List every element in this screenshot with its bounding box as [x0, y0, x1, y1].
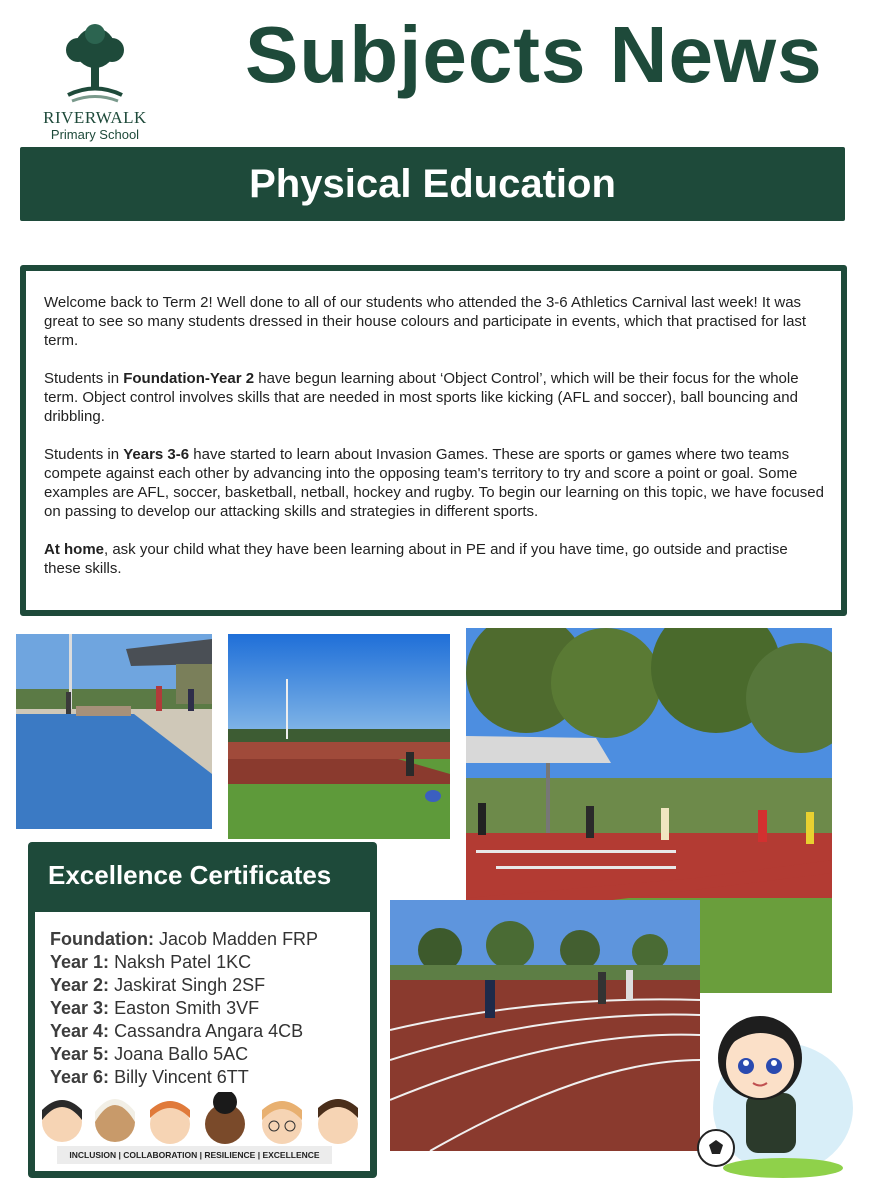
article-paragraph-2 — [44, 369, 824, 426]
year-label: Year 3: — [50, 998, 110, 1018]
certificate-row — [50, 928, 318, 951]
text: Students in — [44, 446, 124, 463]
photo-field-throw — [228, 634, 450, 839]
school-values-banner: INCLUSION | COLLABORATION | RESILIENCE | EXCELLENCE — [57, 1146, 332, 1164]
certificate-row — [50, 1020, 318, 1043]
photo-track-race — [390, 900, 700, 1151]
year-label: Year 2: — [50, 975, 110, 995]
student-name: Jacob Madden FRP — [158, 929, 319, 949]
student-name: Jaskirat Singh 2SF — [114, 975, 266, 995]
logo-school-subtitle: Primary School — [50, 127, 140, 142]
cartoon-children-faces — [40, 1092, 365, 1148]
year-label: Year 1: — [50, 952, 110, 972]
year-label: Foundation: — [50, 929, 154, 949]
tree-logo-icon — [58, 20, 132, 105]
certificate-row — [50, 997, 318, 1020]
certificate-row — [50, 1043, 318, 1066]
bold-text: At home — [44, 541, 104, 558]
school-logo — [30, 20, 160, 145]
student-name: Easton Smith 3VF — [114, 998, 260, 1018]
year-label: Year 5: — [50, 1044, 110, 1064]
subject-banner: Physical Education — [20, 147, 845, 221]
text: Students in — [44, 370, 124, 387]
student-name: Joana Ballo 5AC — [114, 1044, 249, 1064]
certificates-title: Excellence Certificates — [48, 860, 332, 890]
photo-long-jump — [16, 634, 212, 829]
certificate-row — [50, 951, 318, 974]
logo-school-name: RIVERWALK — [43, 108, 147, 127]
certificate-row — [50, 1066, 318, 1089]
article-paragraph-1: Welcome back to Term 2! Well done to all of our students who attended the 3-6 Athletics Carnival last week! It was great to see so many students dressed in their house colours and participate in events, which that practised for last term. — [44, 294, 807, 349]
student-name: Naksh Patel 1KC — [114, 952, 252, 972]
bold-text: Years 3-6 — [123, 446, 190, 463]
certificates-body — [35, 912, 370, 1171]
article-box — [20, 265, 847, 616]
certificates-list — [50, 928, 318, 1089]
cartoon-soccer-girl — [688, 998, 858, 1183]
text: have begun learning about ‘Object Control’, which will be their focus for the whole term. Object control involves skills that are needed in most sports like kicking (AFL and soccer), ball bouncing and dribbling. — [44, 370, 799, 425]
text: , ask your child what they have been learning about in PE and if you have time, go outside and practise these skills. — [44, 541, 788, 577]
article-paragraph-3 — [44, 445, 824, 521]
text: have started to learn about Invasion Games. These are sports or games where two teams compete against each other by advancing into the opposing team's territory to try and score a point or goal. Some examples are AFL, soccer, basketball, netball, hockey and rugby. To begin our learning on this topic, we have focused on passing to develop our attacking skills and strategies in different sports. — [44, 446, 824, 520]
student-name: Billy Vincent 6TT — [114, 1067, 249, 1087]
bold-text: Foundation-Year 2 — [123, 370, 255, 387]
student-name: Cassandra Angara 4CB — [114, 1021, 304, 1041]
certificate-row — [50, 974, 318, 997]
excellence-certificates-panel — [28, 842, 377, 1178]
year-label: Year 4: — [50, 1021, 110, 1041]
article-paragraph-4 — [44, 540, 824, 578]
page-title: Subjects News — [245, 10, 823, 99]
year-label: Year 6: — [50, 1067, 110, 1087]
article-body — [44, 293, 824, 597]
